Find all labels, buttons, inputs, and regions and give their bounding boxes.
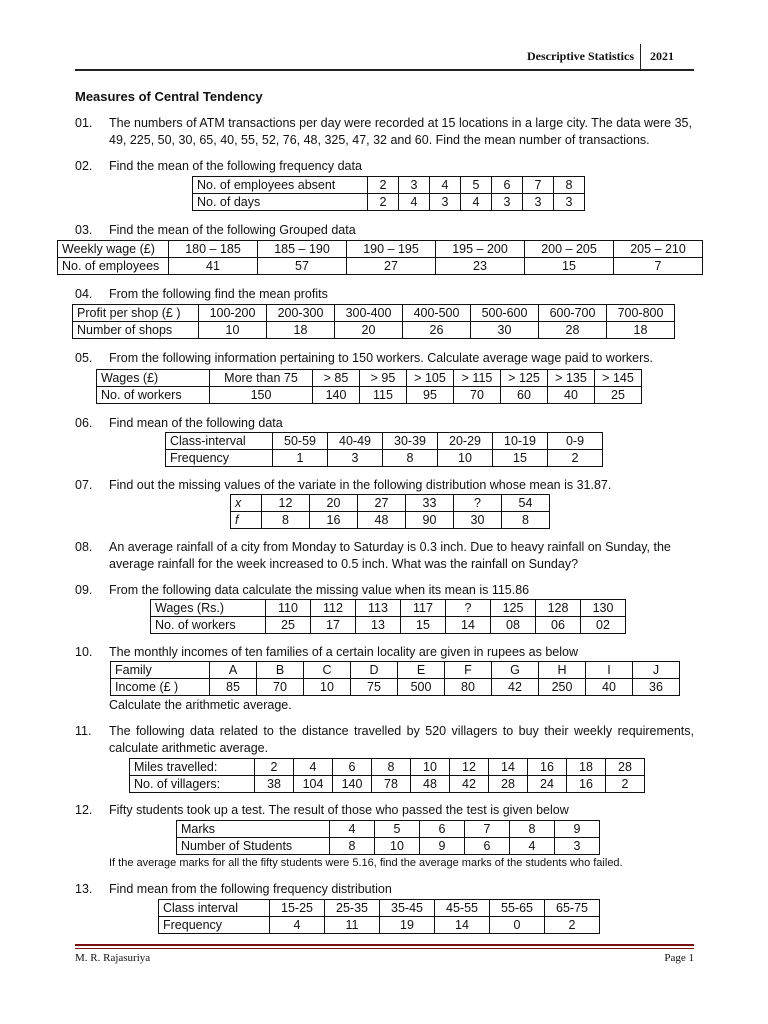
row-header-cell: Frequency <box>166 450 273 467</box>
table-cell: 10 <box>411 759 450 776</box>
table-cell: F <box>445 662 492 679</box>
table-cell: 4 <box>399 194 430 211</box>
table-cell: 140 <box>333 776 372 793</box>
table-cell: G <box>492 662 539 679</box>
row-header-cell: Weekly wage (£) <box>58 241 169 258</box>
table-row <box>111 662 680 679</box>
table-cell: 10 <box>304 679 351 696</box>
table-cell: 2 <box>606 776 645 793</box>
table-cell: 8 <box>502 512 550 529</box>
table-q02 <box>192 176 585 211</box>
table-row <box>130 776 645 793</box>
table-cell: 27 <box>358 495 406 512</box>
table-cell: ? <box>446 600 491 617</box>
row-header-cell: Class interval <box>159 900 270 917</box>
table-cell: 18 <box>267 322 335 339</box>
row-header-cell: Number of Students <box>177 838 330 855</box>
table-cell: 40 <box>586 679 633 696</box>
table-cell: 2 <box>548 450 603 467</box>
table-cell: 400-500 <box>403 305 471 322</box>
table-cell: 125 <box>491 600 536 617</box>
table-cell: 10-19 <box>493 433 548 450</box>
row-header-cell: No. of employees <box>58 258 169 275</box>
question-11 <box>75 723 694 757</box>
question-06 <box>75 415 694 432</box>
table-cell: 5 <box>375 821 420 838</box>
table-cell: ? <box>454 495 502 512</box>
table-cell: 150 <box>210 387 313 404</box>
row-header-cell: Marks <box>177 821 330 838</box>
table-cell: 200-300 <box>267 305 335 322</box>
table-cell: 16 <box>567 776 606 793</box>
table-cell: 55-65 <box>490 900 545 917</box>
table-cell: 25 <box>595 387 642 404</box>
table-cell: 16 <box>528 759 567 776</box>
table-row <box>73 305 675 322</box>
header-year: 2021 <box>650 49 674 63</box>
table-cell: 12 <box>450 759 489 776</box>
table-cell: 6 <box>333 759 372 776</box>
table-cell: 02 <box>581 617 626 634</box>
question-05 <box>75 350 694 367</box>
question-number: 03. <box>75 223 93 237</box>
table-cell: 1 <box>273 450 328 467</box>
table-cell: J <box>633 662 680 679</box>
table-cell: > 145 <box>595 370 642 387</box>
question-13 <box>75 881 694 898</box>
table-cell: 4 <box>270 917 325 934</box>
table-cell: 500 <box>398 679 445 696</box>
table-row <box>177 821 600 838</box>
table-cell: 205 – 210 <box>614 241 703 258</box>
table-cell: 25 <box>266 617 311 634</box>
table-cell: > 125 <box>501 370 548 387</box>
table-cell: 24 <box>528 776 567 793</box>
table-cell: 42 <box>492 679 539 696</box>
table-cell: 12 <box>262 495 310 512</box>
table-cell: 75 <box>351 679 398 696</box>
table-cell: 113 <box>356 600 401 617</box>
question-text: From the following find the mean profits <box>109 287 328 301</box>
table-cell: 33 <box>406 495 454 512</box>
table-cell: 0 <box>490 917 545 934</box>
table-cell: 57 <box>258 258 347 275</box>
table-q03 <box>57 240 703 275</box>
table-q12 <box>176 820 600 855</box>
table-cell: > 85 <box>313 370 360 387</box>
question-number: 12. <box>75 803 93 817</box>
table-cell: 50-59 <box>273 433 328 450</box>
table-cell: 19 <box>380 917 435 934</box>
table-cell: 180 – 185 <box>169 241 258 258</box>
question-text: Fifty students took up a test. The result of those who passed the test is given below <box>109 803 569 817</box>
table-cell: > 135 <box>548 370 595 387</box>
row-header-cell: No. of days <box>193 194 368 211</box>
table-cell: 128 <box>536 600 581 617</box>
table-cell: 28 <box>539 322 607 339</box>
table-q04 <box>72 304 675 339</box>
table-cell: 3 <box>555 838 600 855</box>
table-row <box>231 512 550 529</box>
table-cell: 4 <box>330 821 375 838</box>
table-cell: > 95 <box>360 370 407 387</box>
table-cell: 45-55 <box>435 900 490 917</box>
table-cell: 0-9 <box>548 433 603 450</box>
question-text: Find the mean of the following frequency data <box>109 159 362 173</box>
table-cell: H <box>539 662 586 679</box>
table-cell: 2 <box>255 759 294 776</box>
table-cell: 27 <box>347 258 436 275</box>
table-cell: 48 <box>358 512 406 529</box>
section-title: Measures of Central Tendency <box>75 89 263 104</box>
question-04 <box>75 286 694 303</box>
table-cell: E <box>398 662 445 679</box>
table-row <box>111 679 680 696</box>
table-cell: 500-600 <box>471 305 539 322</box>
table-cell: 36 <box>633 679 680 696</box>
table-q05 <box>96 369 642 404</box>
question-text: Find the mean of the following Grouped data <box>109 223 356 237</box>
table-cell: 3 <box>523 194 554 211</box>
table-cell: 06 <box>536 617 581 634</box>
question-number: 04. <box>75 287 93 301</box>
question-text: Find out the missing values of the variate in the following distribution whose mean is 31.87. <box>109 478 612 492</box>
row-header-cell: Income (£ ) <box>111 679 210 696</box>
table-cell: 2 <box>368 194 399 211</box>
table-cell: 300-400 <box>335 305 403 322</box>
table-cell: B <box>257 662 304 679</box>
table-cell: 3 <box>492 194 523 211</box>
row-header-cell: Wages (£) <box>97 370 210 387</box>
table-cell: 15 <box>493 450 548 467</box>
table-cell: 60 <box>501 387 548 404</box>
table-cell: 90 <box>406 512 454 529</box>
table-cell: 8 <box>262 512 310 529</box>
table-cell: 5 <box>461 177 492 194</box>
table-cell: 3 <box>328 450 383 467</box>
row-header-cell: No. of employees absent <box>193 177 368 194</box>
table-cell: 185 – 190 <box>258 241 347 258</box>
row-header-cell: No. of workers <box>97 387 210 404</box>
table-cell: 8 <box>383 450 438 467</box>
question-number: 01. <box>75 116 93 130</box>
table-row <box>73 322 675 339</box>
table-cell: 20-29 <box>438 433 493 450</box>
question-number: 08. <box>75 540 93 554</box>
table-cell: 4 <box>294 759 333 776</box>
question-text: Find mean of the following data <box>109 416 283 430</box>
table-cell: I <box>586 662 633 679</box>
table-row <box>193 177 585 194</box>
table-cell: 23 <box>436 258 525 275</box>
table-cell: C <box>304 662 351 679</box>
table-cell: 40 <box>548 387 595 404</box>
table-cell: 14 <box>446 617 491 634</box>
question-text: An average rainfall of a city from Monday to Saturday is 0.3 inch. Due to heavy rainfall on Sunday, the average rainfall for the week increased to 0.5 inch. What was the rainfall on Sunday? <box>109 540 671 571</box>
table-cell: 26 <box>403 322 471 339</box>
table-cell: 20 <box>335 322 403 339</box>
table-cell: 8 <box>510 821 555 838</box>
table-cell: 95 <box>407 387 454 404</box>
table-cell: 4 <box>510 838 555 855</box>
row-header-cell: Wages (Rs.) <box>151 600 266 617</box>
table-cell: 28 <box>489 776 528 793</box>
question-number: 09. <box>75 583 93 597</box>
table-cell: 600-700 <box>539 305 607 322</box>
question-text: The monthly incomes of ten families of a certain locality are given in rupees as below <box>109 645 578 659</box>
table-cell: 8 <box>330 838 375 855</box>
question-number: 07. <box>75 478 93 492</box>
table-cell: 25-35 <box>325 900 380 917</box>
row-header-cell: Miles travelled: <box>130 759 255 776</box>
table-row <box>166 433 603 450</box>
row-header-cell: Number of shops <box>73 322 199 339</box>
table-cell: > 105 <box>407 370 454 387</box>
table-cell: More than 75 <box>210 370 313 387</box>
table-row <box>177 838 600 855</box>
row-header-cell: Frequency <box>159 917 270 934</box>
question-07 <box>75 477 694 494</box>
table-cell: 17 <box>311 617 356 634</box>
table-row <box>151 617 626 634</box>
table-cell: 130 <box>581 600 626 617</box>
table-cell: 10 <box>438 450 493 467</box>
table-cell: 9 <box>420 838 465 855</box>
table-cell: 115 <box>360 387 407 404</box>
table-cell: 40-49 <box>328 433 383 450</box>
question-09 <box>75 582 694 599</box>
table-cell: 250 <box>539 679 586 696</box>
table-cell: 14 <box>435 917 490 934</box>
question-text: The following data related to the distance travelled by 520 villagers to buy their weekly requirements, calculate arithmetic average. <box>109 724 694 755</box>
table-cell: 700-800 <box>607 305 675 322</box>
table-cell: 110 <box>266 600 311 617</box>
table-cell: 3 <box>399 177 430 194</box>
table-cell: 4 <box>430 177 461 194</box>
footer-page-number: Page 1 <box>664 952 694 964</box>
table-cell: 20 <box>310 495 358 512</box>
question-text: Find mean from the following frequency distribution <box>109 882 392 896</box>
table-cell: 15-25 <box>270 900 325 917</box>
table-row <box>151 600 626 617</box>
table-cell: 140 <box>313 387 360 404</box>
table-cell: 3 <box>554 194 585 211</box>
table-cell: 38 <box>255 776 294 793</box>
footer-rule-thin <box>75 948 694 949</box>
row-header-cell: Family <box>111 662 210 679</box>
question-number: 13. <box>75 882 93 896</box>
table-cell: > 115 <box>454 370 501 387</box>
table-cell: 10 <box>199 322 267 339</box>
table-cell: 16 <box>310 512 358 529</box>
table-row <box>231 495 550 512</box>
table-cell: 7 <box>465 821 510 838</box>
table-cell: 15 <box>525 258 614 275</box>
table-cell: 200 – 205 <box>525 241 614 258</box>
table-q11 <box>129 758 645 793</box>
table-q06 <box>165 432 603 467</box>
table-q13 <box>158 899 600 934</box>
question-text: From the following information pertaining to 150 workers. Calculate average wage paid to workers. <box>109 351 654 365</box>
table-cell: 18 <box>607 322 675 339</box>
question-12-note: If the average marks for all the fifty students were 5.16, find the average marks of the students who failed. <box>109 857 623 869</box>
table-row <box>58 241 703 258</box>
table-cell: 41 <box>169 258 258 275</box>
table-cell: 4 <box>461 194 492 211</box>
question-02 <box>75 158 694 175</box>
table-cell: 8 <box>554 177 585 194</box>
table-cell: 30 <box>471 322 539 339</box>
table-cell: 70 <box>454 387 501 404</box>
question-12 <box>75 802 694 819</box>
row-header-cell: No. of workers <box>151 617 266 634</box>
row-header-cell: x <box>231 495 262 512</box>
table-cell: 6 <box>420 821 465 838</box>
question-01 <box>75 115 694 149</box>
row-header-cell: f <box>231 512 262 529</box>
table-cell: 18 <box>567 759 606 776</box>
table-cell: 117 <box>401 600 446 617</box>
table-cell: 78 <box>372 776 411 793</box>
question-number: 05. <box>75 351 93 365</box>
table-cell: 30 <box>454 512 502 529</box>
question-number: 10. <box>75 645 93 659</box>
table-cell: D <box>351 662 398 679</box>
table-cell: 2 <box>545 917 600 934</box>
table-q09 <box>150 599 626 634</box>
table-cell: 70 <box>257 679 304 696</box>
header-title: Descriptive Statistics <box>527 49 634 63</box>
table-cell: 104 <box>294 776 333 793</box>
question-03 <box>75 222 694 239</box>
question-after-text: Calculate the arithmetic average. <box>109 698 292 712</box>
question-number: 06. <box>75 416 93 430</box>
header-separator <box>640 44 641 69</box>
table-cell: 7 <box>523 177 554 194</box>
row-header-cell: No. of villagers: <box>130 776 255 793</box>
table-cell: 48 <box>411 776 450 793</box>
table-cell: 195 – 200 <box>436 241 525 258</box>
table-cell: A <box>210 662 257 679</box>
table-cell: 28 <box>606 759 645 776</box>
question-number: 11. <box>75 724 92 738</box>
header-rule <box>75 69 694 71</box>
table-row <box>130 759 645 776</box>
table-cell: 10 <box>375 838 420 855</box>
table-cell: 6 <box>492 177 523 194</box>
table-cell: 35-45 <box>380 900 435 917</box>
table-cell: 9 <box>555 821 600 838</box>
footer-author: M. R. Rajasuriya <box>75 952 151 964</box>
table-cell: 54 <box>502 495 550 512</box>
table-q10 <box>110 661 680 696</box>
table-cell: 11 <box>325 917 380 934</box>
table-cell: 112 <box>311 600 356 617</box>
table-cell: 85 <box>210 679 257 696</box>
footer-rule <box>75 944 694 946</box>
table-cell: 7 <box>614 258 703 275</box>
table-row <box>58 258 703 275</box>
table-row <box>159 900 600 917</box>
table-cell: 80 <box>445 679 492 696</box>
table-cell: 08 <box>491 617 536 634</box>
question-10 <box>75 644 694 661</box>
table-row <box>159 917 600 934</box>
question-text: From the following data calculate the missing value when its mean is 115.86 <box>109 583 530 597</box>
table-row <box>193 194 585 211</box>
question-number: 02. <box>75 159 93 173</box>
table-cell: 42 <box>450 776 489 793</box>
table-cell: 65-75 <box>545 900 600 917</box>
question-08 <box>75 539 694 573</box>
question-text: The numbers of ATM transactions per day were recorded at 15 locations in a large city. The data were 35, 49, 225, 50, 30, 65, 40, 55, 52, 76, 48, 325, 47, 32 and 60. Find the mean number of transactions. <box>109 116 692 147</box>
table-cell: 6 <box>465 838 510 855</box>
row-header-cell: Profit per shop (£ ) <box>73 305 199 322</box>
table-cell: 3 <box>430 194 461 211</box>
table-cell: 30-39 <box>383 433 438 450</box>
table-cell: 15 <box>401 617 446 634</box>
question-10-after <box>75 697 694 714</box>
table-cell: 2 <box>368 177 399 194</box>
table-row <box>166 450 603 467</box>
table-cell: 8 <box>372 759 411 776</box>
table-cell: 13 <box>356 617 401 634</box>
table-row <box>97 370 642 387</box>
table-cell: 190 – 195 <box>347 241 436 258</box>
table-cell: 100-200 <box>199 305 267 322</box>
row-header-cell: Class-interval <box>166 433 273 450</box>
table-cell: 14 <box>489 759 528 776</box>
table-q07 <box>230 494 550 529</box>
table-row <box>97 387 642 404</box>
